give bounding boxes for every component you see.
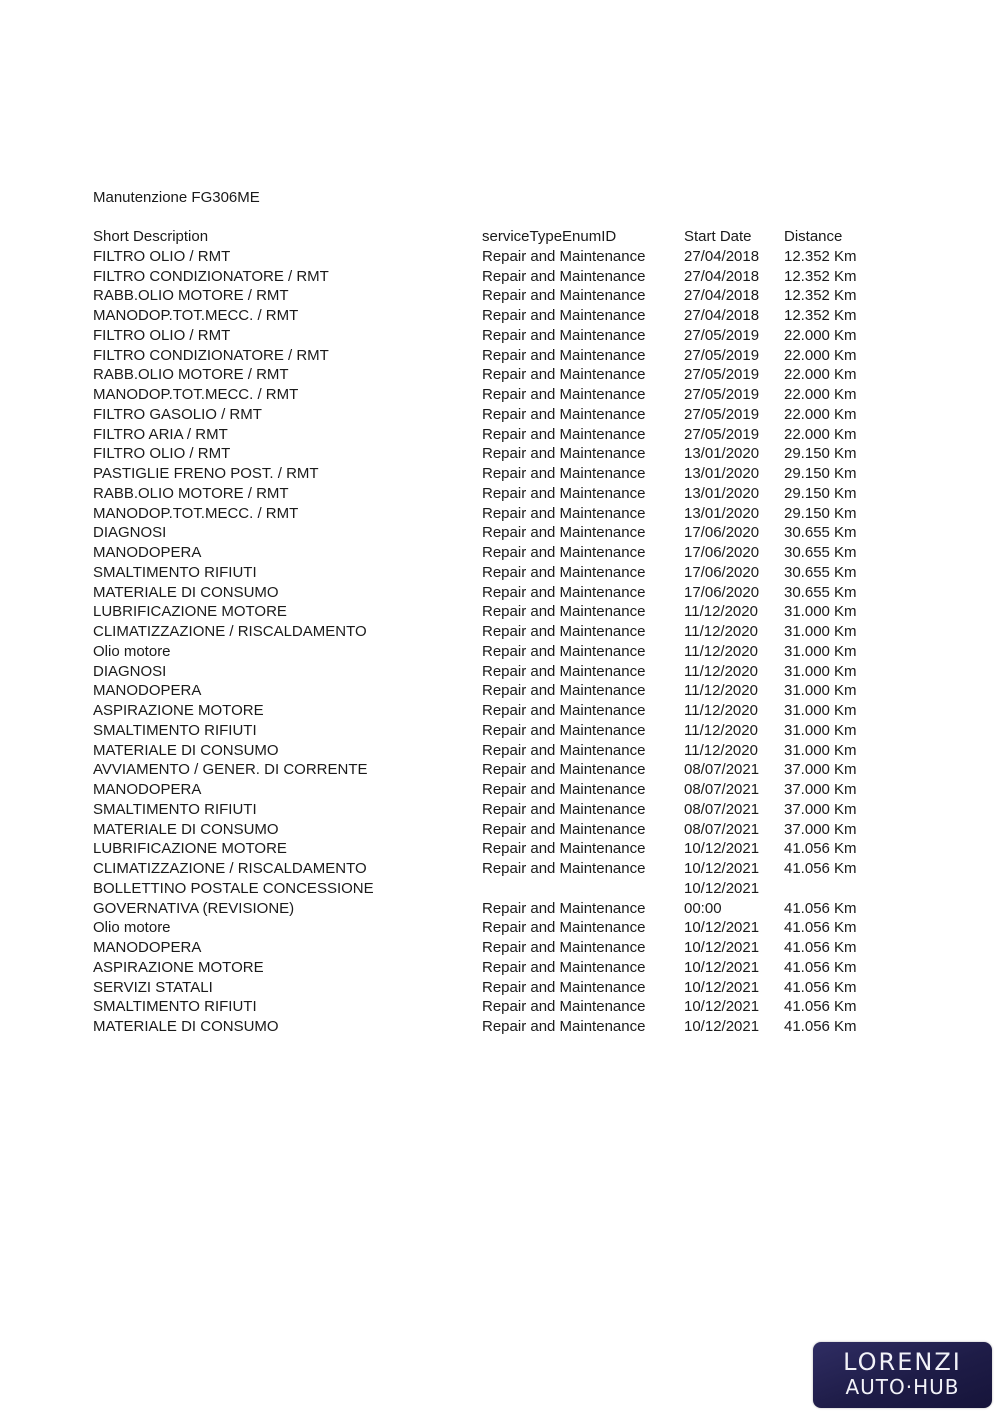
cell-short-description: RABB.OLIO MOTORE / RMT bbox=[93, 287, 289, 305]
table-row bbox=[93, 405, 893, 425]
cell-start-date: 10/12/2021 bbox=[684, 919, 760, 937]
table-row bbox=[93, 385, 893, 405]
table-row bbox=[93, 879, 893, 899]
cell-distance: 22.000 Km bbox=[784, 386, 857, 403]
cell-start-date: 17/06/2020 bbox=[684, 583, 760, 601]
table-row bbox=[93, 701, 893, 721]
cell-short-description: FILTRO CONDIZIONATORE / RMT bbox=[93, 346, 329, 364]
cell-distance: 31.000 Km bbox=[784, 603, 857, 621]
table-row bbox=[93, 247, 893, 267]
cell-distance: 37.000 Km bbox=[784, 761, 857, 779]
cell-service-type: Repair and Maintenance bbox=[482, 425, 646, 443]
cell-distance: 31.000 Km bbox=[784, 642, 857, 660]
cell-service-type: Repair and Maintenance bbox=[482, 247, 646, 265]
cell-short-description: RABB.OLIO MOTORE / RMT bbox=[93, 484, 289, 502]
cell-service-type: Repair and Maintenance bbox=[482, 800, 646, 818]
cell-distance: 29.150 Km bbox=[784, 465, 857, 482]
cell-short-description: SMALTIMENTO RIFIUTI bbox=[93, 800, 257, 818]
cell-short-description: MANODOPERA bbox=[93, 682, 202, 700]
header-short-description: Short Description bbox=[93, 228, 209, 245]
cell-start-date: 27/04/2018 bbox=[684, 307, 760, 324]
table-row bbox=[93, 662, 893, 682]
cell-distance: 22.000 Km bbox=[784, 405, 857, 423]
cell-short-description: SMALTIMENTO RIFIUTI bbox=[93, 998, 257, 1016]
cell-service-type: Repair and Maintenance bbox=[482, 682, 646, 700]
header-start-date: Start Date bbox=[684, 228, 752, 245]
cell-start-date: 27/04/2018 bbox=[684, 267, 760, 285]
cell-service-type: Repair and Maintenance bbox=[482, 366, 646, 384]
cell-service-type: Repair and Maintenance bbox=[482, 1018, 646, 1035]
table-row bbox=[93, 958, 893, 978]
cell-service-type: Repair and Maintenance bbox=[482, 563, 646, 581]
cell-short-description: SMALTIMENTO RIFIUTI bbox=[93, 721, 257, 739]
cell-short-description: MATERIALE DI CONSUMO bbox=[93, 1018, 279, 1035]
document-title: Manutenzione FG306ME bbox=[93, 189, 260, 206]
table-row bbox=[93, 978, 893, 998]
table-row bbox=[93, 780, 893, 800]
table-row bbox=[93, 306, 893, 326]
cell-short-description: FILTRO OLIO / RMT bbox=[93, 247, 231, 265]
cell-service-type: Repair and Maintenance bbox=[482, 307, 646, 324]
cell-short-description: RABB.OLIO MOTORE / RMT bbox=[93, 366, 289, 384]
cell-start-date: 11/12/2020 bbox=[684, 603, 758, 621]
table-header-row bbox=[93, 227, 893, 247]
cell-distance: 22.000 Km bbox=[784, 346, 857, 364]
cell-distance: 37.000 Km bbox=[784, 820, 857, 838]
cell-short-description: DIAGNOSI bbox=[93, 662, 167, 680]
cell-distance: 29.150 Km bbox=[784, 445, 857, 463]
cell-short-description: Olio motore bbox=[93, 919, 171, 937]
cell-service-type: Repair and Maintenance bbox=[482, 287, 646, 305]
table-row bbox=[93, 267, 893, 287]
table-row bbox=[93, 602, 893, 622]
cell-distance: 31.000 Km bbox=[784, 682, 857, 700]
table-row bbox=[93, 326, 893, 346]
table-row bbox=[93, 444, 893, 464]
table-row bbox=[93, 563, 893, 583]
cell-distance: 37.000 Km bbox=[784, 781, 857, 798]
cell-start-date: 10/12/2021 bbox=[684, 860, 760, 877]
cell-short-description: MANODOP.TOT.MECC. / RMT bbox=[93, 307, 299, 324]
cell-short-description: GOVERNATIVA (REVISIONE) bbox=[93, 899, 295, 917]
cell-service-type: Repair and Maintenance bbox=[482, 583, 646, 601]
cell-short-description: LUBRIFICAZIONE MOTORE bbox=[93, 603, 287, 621]
cell-start-date: 13/01/2020 bbox=[684, 504, 760, 522]
cell-start-date: 13/01/2020 bbox=[684, 484, 760, 502]
cell-service-type: Repair and Maintenance bbox=[482, 721, 646, 739]
cell-start-date: 27/05/2019 bbox=[684, 346, 760, 364]
cell-service-type: Repair and Maintenance bbox=[482, 346, 646, 364]
table-row bbox=[93, 464, 893, 484]
cell-distance: 41.056 Km bbox=[784, 998, 857, 1016]
cell-distance: 30.655 Km bbox=[784, 563, 857, 581]
cell-service-type: Repair and Maintenance bbox=[482, 939, 646, 956]
cell-start-date: 13/01/2020 bbox=[684, 445, 760, 463]
cell-service-type: Repair and Maintenance bbox=[482, 504, 646, 522]
cell-distance: 22.000 Km bbox=[784, 425, 857, 443]
cell-short-description: MATERIALE DI CONSUMO bbox=[93, 820, 279, 838]
cell-start-date: 11/12/2020 bbox=[684, 682, 758, 700]
cell-start-date: 11/12/2020 bbox=[684, 662, 758, 680]
cell-start-date: 27/04/2018 bbox=[684, 247, 760, 265]
cell-start-date: 08/07/2021 bbox=[684, 820, 760, 838]
cell-service-type: Repair and Maintenance bbox=[482, 702, 646, 719]
cell-service-type: Repair and Maintenance bbox=[482, 978, 646, 996]
cell-service-type: Repair and Maintenance bbox=[482, 544, 646, 561]
cell-distance: 22.000 Km bbox=[784, 326, 857, 344]
table-row bbox=[93, 760, 893, 780]
cell-service-type: Repair and Maintenance bbox=[482, 445, 646, 463]
cell-distance: 41.056 Km bbox=[784, 840, 857, 858]
cell-start-date: 17/06/2020 bbox=[684, 563, 760, 581]
cell-start-date: 11/12/2020 bbox=[684, 623, 758, 640]
cell-distance: 31.000 Km bbox=[784, 721, 857, 739]
header-distance: Distance bbox=[784, 228, 843, 245]
logo-line1: LORENZI bbox=[843, 1348, 962, 1376]
cell-short-description: LUBRIFICAZIONE MOTORE bbox=[93, 840, 287, 858]
cell-start-date: 10/12/2021 bbox=[684, 840, 760, 858]
cell-short-description: PASTIGLIE FRENO POST. / RMT bbox=[93, 465, 319, 482]
cell-start-date: 27/05/2019 bbox=[684, 425, 760, 443]
table-row bbox=[93, 820, 893, 840]
table-row bbox=[93, 899, 893, 919]
cell-short-description: BOLLETTINO POSTALE CONCESSIONE bbox=[93, 879, 374, 897]
maintenance-table bbox=[93, 227, 893, 1037]
cell-start-date: 10/12/2021 bbox=[684, 998, 760, 1016]
cell-start-date: 11/12/2020 bbox=[684, 642, 758, 660]
cell-distance: 30.655 Km bbox=[784, 583, 857, 601]
cell-start-date: 11/12/2020 bbox=[684, 721, 758, 739]
cell-short-description: MANODOPERA bbox=[93, 544, 202, 561]
cell-distance: 41.056 Km bbox=[784, 978, 857, 996]
cell-service-type: Repair and Maintenance bbox=[482, 919, 646, 937]
cell-service-type: Repair and Maintenance bbox=[482, 899, 646, 917]
cell-short-description: MATERIALE DI CONSUMO bbox=[93, 583, 279, 601]
cell-distance: 31.000 Km bbox=[784, 702, 857, 719]
cell-start-date: 10/12/2021 bbox=[684, 1018, 760, 1035]
cell-start-date: 17/06/2020 bbox=[684, 544, 760, 561]
cell-distance: 29.150 Km bbox=[784, 484, 857, 502]
cell-distance: 31.000 Km bbox=[784, 741, 857, 759]
cell-short-description: SERVIZI STATALI bbox=[93, 978, 213, 996]
header-service-type: serviceTypeEnumID bbox=[482, 228, 617, 245]
cell-start-date: 11/12/2020 bbox=[684, 741, 758, 759]
table-row bbox=[93, 918, 893, 938]
cell-service-type: Repair and Maintenance bbox=[482, 603, 646, 621]
cell-short-description: DIAGNOSI bbox=[93, 524, 167, 542]
cell-service-type: Repair and Maintenance bbox=[482, 781, 646, 798]
cell-distance: 41.056 Km bbox=[784, 939, 857, 956]
cell-short-description: FILTRO ARIA / RMT bbox=[93, 425, 228, 443]
cell-service-type: Repair and Maintenance bbox=[482, 662, 646, 680]
table-row bbox=[93, 938, 893, 958]
cell-distance: 41.056 Km bbox=[784, 919, 857, 937]
table-row bbox=[93, 425, 893, 445]
cell-start-date: 27/04/2018 bbox=[684, 287, 760, 305]
cell-distance: 41.056 Km bbox=[784, 958, 857, 976]
cell-short-description: Olio motore bbox=[93, 642, 171, 660]
table-row bbox=[93, 365, 893, 385]
cell-distance: 12.352 Km bbox=[784, 267, 857, 285]
cell-service-type: Repair and Maintenance bbox=[482, 840, 646, 858]
cell-short-description: CLIMATIZZAZIONE / RISCALDAMENTO bbox=[93, 623, 367, 640]
cell-distance: 37.000 Km bbox=[784, 800, 857, 818]
cell-service-type: Repair and Maintenance bbox=[482, 642, 646, 660]
cell-short-description: FILTRO GASOLIO / RMT bbox=[93, 405, 262, 423]
cell-short-description: MATERIALE DI CONSUMO bbox=[93, 741, 279, 759]
cell-service-type: Repair and Maintenance bbox=[482, 623, 646, 640]
cell-distance: 41.056 Km bbox=[784, 899, 857, 917]
cell-distance: 12.352 Km bbox=[784, 307, 857, 324]
cell-start-date: 08/07/2021 bbox=[684, 800, 760, 818]
table-row bbox=[93, 504, 893, 524]
cell-short-description: MANODOP.TOT.MECC. / RMT bbox=[93, 504, 299, 522]
table-row bbox=[93, 997, 893, 1017]
cell-service-type: Repair and Maintenance bbox=[482, 860, 646, 877]
logo-line2: AUTO·HUB bbox=[845, 1375, 960, 1399]
cell-service-type: Repair and Maintenance bbox=[482, 386, 646, 403]
cell-distance: 30.655 Km bbox=[784, 524, 857, 542]
cell-service-type: Repair and Maintenance bbox=[482, 465, 646, 482]
cell-distance: 12.352 Km bbox=[784, 247, 857, 265]
table-row bbox=[93, 1017, 893, 1037]
table-row bbox=[93, 286, 893, 306]
table-body bbox=[93, 247, 893, 1037]
cell-start-date: 00:00 bbox=[684, 899, 722, 917]
lorenzi-auto-hub-logo bbox=[813, 1342, 992, 1408]
cell-start-date: 27/05/2019 bbox=[684, 405, 760, 423]
table-row bbox=[93, 642, 893, 662]
cell-distance: 29.150 Km bbox=[784, 504, 857, 522]
cell-service-type: Repair and Maintenance bbox=[482, 820, 646, 838]
cell-service-type: Repair and Maintenance bbox=[482, 524, 646, 542]
cell-service-type: Repair and Maintenance bbox=[482, 741, 646, 759]
cell-distance: 31.000 Km bbox=[784, 623, 857, 640]
cell-short-description: MANODOP.TOT.MECC. / RMT bbox=[93, 386, 299, 403]
cell-start-date: 17/06/2020 bbox=[684, 524, 760, 542]
cell-short-description: ASPIRAZIONE MOTORE bbox=[93, 702, 264, 719]
cell-start-date: 10/12/2021 bbox=[684, 879, 760, 897]
cell-short-description: FILTRO CONDIZIONATORE / RMT bbox=[93, 267, 329, 285]
cell-service-type: Repair and Maintenance bbox=[482, 267, 646, 285]
cell-start-date: 11/12/2020 bbox=[684, 702, 758, 719]
cell-distance: 30.655 Km bbox=[784, 544, 857, 561]
cell-service-type: Repair and Maintenance bbox=[482, 405, 646, 423]
table-row bbox=[93, 721, 893, 741]
table-row bbox=[93, 859, 893, 879]
cell-short-description: MANODOPERA bbox=[93, 939, 202, 956]
cell-start-date: 10/12/2021 bbox=[684, 939, 760, 956]
table-row bbox=[93, 543, 893, 563]
cell-start-date: 08/07/2021 bbox=[684, 761, 760, 779]
cell-service-type: Repair and Maintenance bbox=[482, 998, 646, 1016]
cell-start-date: 27/05/2019 bbox=[684, 366, 760, 384]
table-row bbox=[93, 839, 893, 859]
cell-start-date: 10/12/2021 bbox=[684, 958, 760, 976]
cell-start-date: 13/01/2020 bbox=[684, 465, 760, 482]
cell-distance: 22.000 Km bbox=[784, 366, 857, 384]
cell-service-type: Repair and Maintenance bbox=[482, 326, 646, 344]
cell-short-description: AVVIAMENTO / GENER. DI CORRENTE bbox=[93, 761, 368, 779]
table-row bbox=[93, 741, 893, 761]
cell-short-description: SMALTIMENTO RIFIUTI bbox=[93, 563, 257, 581]
cell-start-date: 08/07/2021 bbox=[684, 781, 760, 798]
table-row bbox=[93, 523, 893, 543]
cell-short-description: MANODOPERA bbox=[93, 781, 202, 798]
cell-distance: 41.056 Km bbox=[784, 860, 857, 877]
cell-service-type: Repair and Maintenance bbox=[482, 761, 646, 779]
table-row bbox=[93, 681, 893, 701]
cell-short-description: FILTRO OLIO / RMT bbox=[93, 326, 231, 344]
cell-distance: 12.352 Km bbox=[784, 287, 857, 305]
cell-distance: 31.000 Km bbox=[784, 662, 857, 680]
table-row bbox=[93, 346, 893, 366]
cell-distance: 41.056 Km bbox=[784, 1018, 857, 1035]
table-row bbox=[93, 800, 893, 820]
cell-short-description: FILTRO OLIO / RMT bbox=[93, 445, 231, 463]
cell-short-description: ASPIRAZIONE MOTORE bbox=[93, 958, 264, 976]
table-row bbox=[93, 622, 893, 642]
table-row bbox=[93, 583, 893, 603]
cell-start-date: 27/05/2019 bbox=[684, 326, 760, 344]
table-row bbox=[93, 484, 893, 504]
cell-service-type: Repair and Maintenance bbox=[482, 958, 646, 976]
cell-start-date: 27/05/2019 bbox=[684, 386, 760, 403]
cell-service-type: Repair and Maintenance bbox=[482, 484, 646, 502]
cell-start-date: 10/12/2021 bbox=[684, 978, 760, 996]
cell-short-description: CLIMATIZZAZIONE / RISCALDAMENTO bbox=[93, 860, 367, 877]
